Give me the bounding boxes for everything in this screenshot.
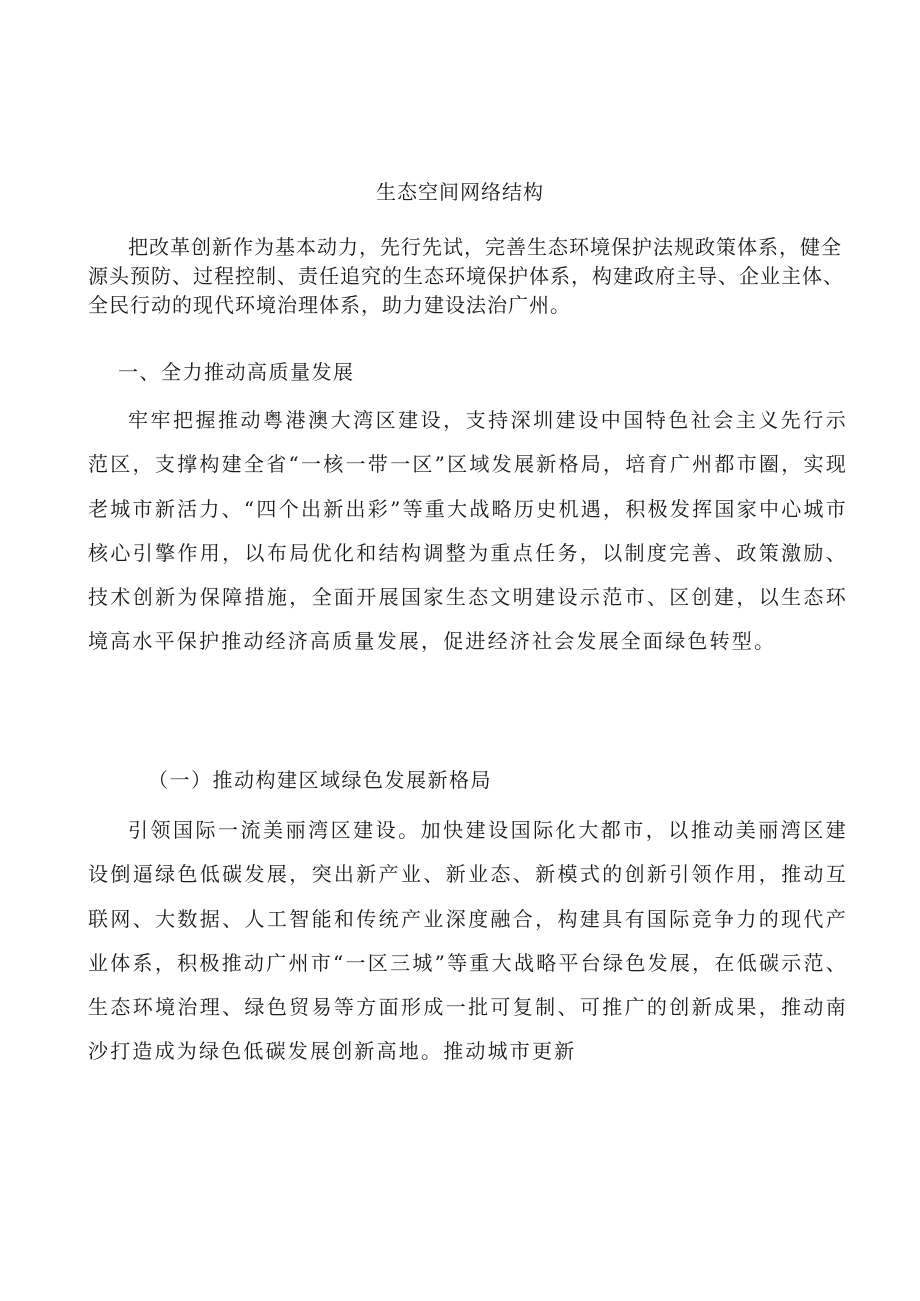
intro-paragraph: 把改革创新作为基本动力，先行先试，完善生态环境保护法规政策体系，健全源头预防、过程控制、责任追究的生态环境保护体系，构建政府主导、企业主体、全民行动的现代环境治理体系，助力建设法治广州。 (88, 235, 844, 317)
page-title: 生态空间网络结构 (376, 180, 544, 204)
section-heading: 一、全力推动高质量发展 (118, 360, 355, 384)
subsection-heading: （一）推动构建区域绿色发展新格局 (148, 768, 492, 792)
subsection-paragraph: 引领国际一流美丽湾区建设。加快建设国际化大都市，以推动美丽湾区建设倒逼绿色低碳发展，突出新产业、新业态、新模式的创新引领作用，推动互联网、大数据、人工智能和传统产业深度融合，构建具有国际竞争力的现代产业体系，积极推动广州市“一区三城”等重大战略平台绿色发展，在低碳示范、生态环境治理、绿色贸易等方面形成一批可复制、可推广的创新成果，推动南沙打造成为绿色低碳发展创新高地。推动城市更新 (88, 818, 848, 1064)
section-paragraph: 牢牢把握推动粤港澳大湾区建设，支持深圳建设中国特色社会主义先行示范区，支撑构建全省“一核一带一区”区域发展新格局，培育广州都市圈，实现老城市新活力、“四个出新出彩”等重大战略历史机遇，积极发挥国家中心城市核心引擎作用，以布局优化和结构调整为重点任务，以制度完善、政策激励、技术创新为保障措施，全面开展国家生态文明建设示范市、区创建，以生态环境高水平保护推动经济高质量发展，促进经济社会发展全面绿色转型。 (88, 408, 848, 654)
